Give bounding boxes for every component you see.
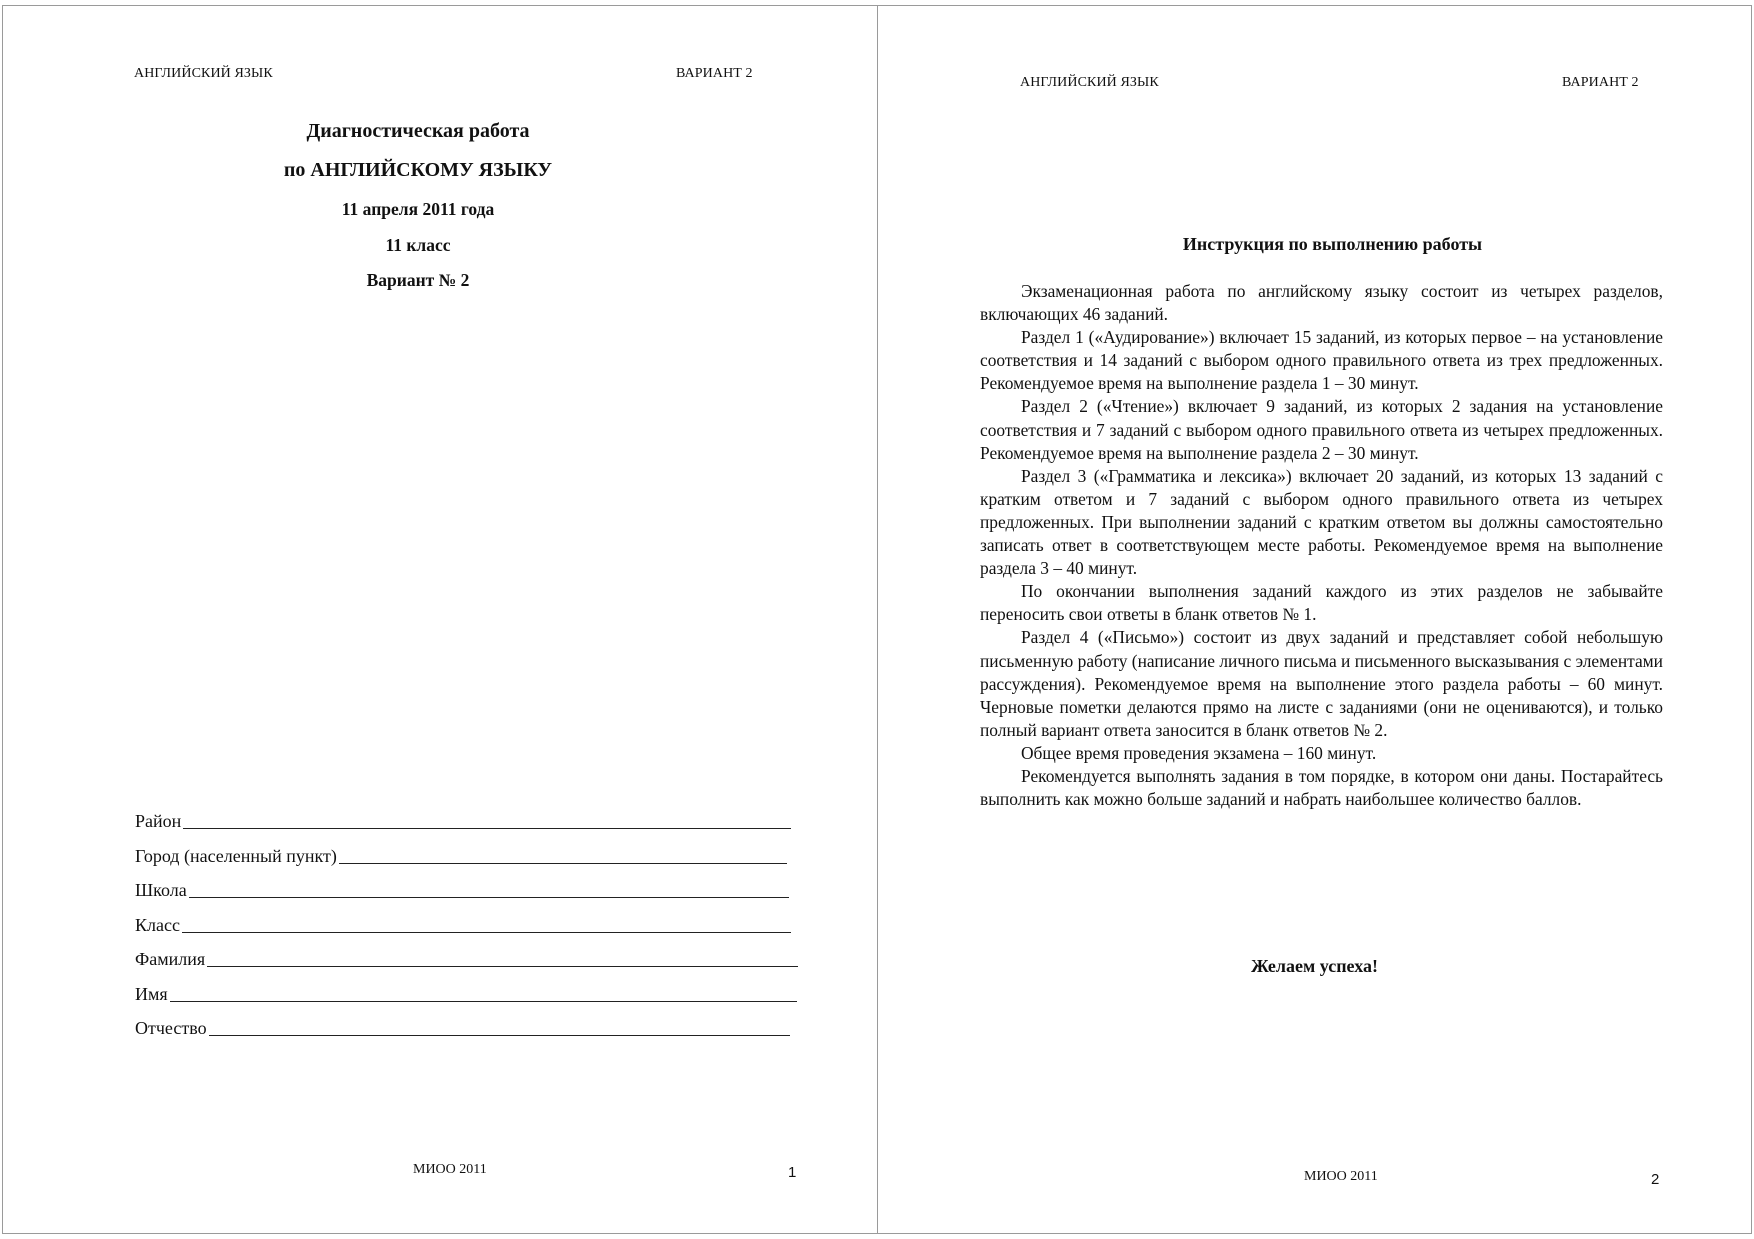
- field-line[interactable]: [209, 1034, 790, 1036]
- field-school[interactable]: [135, 874, 789, 900]
- field-line[interactable]: [189, 896, 789, 898]
- header-subject: АНГЛИЙСКИЙ ЯЗЫК: [1020, 75, 1159, 90]
- page-1: [2, 5, 878, 1234]
- page-2: [877, 5, 1752, 1234]
- field-label: Район: [135, 811, 182, 831]
- title-block: [3, 6, 877, 306]
- field-line[interactable]: [182, 931, 791, 933]
- field-line[interactable]: [339, 862, 787, 864]
- field-line[interactable]: [183, 827, 791, 829]
- field-patronymic[interactable]: [135, 1012, 790, 1038]
- instructions-paragraph: Раздел 4 («Письмо») состоит из двух заданий и представляет собой небольшую письменную работу (написание личного письма и письменного высказывания с элементами рассуждения). Рекомендуемое время на выполнение этого раздела работы – 60 минут. Черновые пометки делаются прямо на листе с заданиями (они не оцениваются), и только полный вариант ответа заносится в бланк ответов № 2.: [980, 627, 1663, 740]
- field-label: Фамилия: [135, 949, 206, 969]
- field-name[interactable]: [135, 978, 797, 1004]
- instructions-paragraph: Раздел 1 («Аудирование») включает 15 заданий, из которых первое – на установление соответствия и 14 заданий с выбором одного правильного ответа из трех предложенных. Рекомендуемое время на выполнение раздела 1 – 30 минут.: [980, 327, 1663, 394]
- doc-date: 11 апреля 2011 года: [341, 199, 495, 219]
- footer-publisher: МИОО 2011: [1304, 1169, 1378, 1184]
- header-variant: ВАРИАНТ 2: [1562, 75, 1639, 90]
- header-variant: ВАРИАНТ 2: [676, 66, 753, 81]
- instructions-paragraph: Раздел 3 («Грамматика и лексика») включает 20 заданий, из которых 13 заданий с кратким ответом и 7 заданий с выбором одного правильного ответа из четырех предложенных. При выполнении заданий с кратким ответом вы должны самостоятельно записать ответ в соответствующем месте работы. Рекомендуемое время на выполнение раздела 3 – 40 минут.: [980, 465, 1663, 579]
- field-label: Отчество: [135, 1018, 207, 1038]
- field-district[interactable]: [135, 805, 791, 831]
- field-class[interactable]: [135, 909, 791, 935]
- instructions-paragraph: Экзаменационная работа по английскому языку состоит из четырех разделов, включающих 46 заданий.: [980, 281, 1663, 325]
- doc-title: Диагностическая работа: [306, 120, 530, 142]
- field-line[interactable]: [170, 1000, 797, 1002]
- doc-subtitle: по АНГЛИЙСКОМУ ЯЗЫКУ: [283, 159, 553, 181]
- field-label: Имя: [135, 984, 168, 1004]
- closing-wish: Желаем успеха!: [1251, 956, 1378, 976]
- footer-publisher: МИОО 2011: [413, 1162, 487, 1177]
- field-line[interactable]: [207, 965, 798, 967]
- instructions-body: [980, 280, 1663, 811]
- field-label: Город (населенный пункт): [135, 846, 337, 866]
- instructions-paragraph: Раздел 2 («Чтение») включает 9 заданий, из которых 2 задания на установление соответствия и 7 заданий с выбором одного правильного ответа из четырех предложенных. Рекомендуемое время на выполнение раздела 2 – 30 минут.: [980, 396, 1663, 463]
- instructions-paragraph: Общее время проведения экзамена – 160 минут.: [1021, 742, 1377, 763]
- instructions-paragraph: По окончании выполнения заданий каждого из этих разделов не забывайте переносить свои ответы в бланк ответов № 1.: [980, 581, 1663, 625]
- instructions-title: Инструкция по выполнению работы: [1182, 234, 1483, 254]
- doc-variant: Вариант № 2: [366, 270, 470, 290]
- instructions-paragraph: Рекомендуется выполнять задания в том порядке, в котором они даны. Постарайтесь выполнить как можно больше заданий и набрать наибольшее количество баллов.: [980, 765, 1663, 810]
- field-surname[interactable]: [135, 943, 798, 969]
- field-label: Школа: [135, 880, 187, 900]
- page-number: 1: [788, 1164, 797, 1181]
- page-number: 2: [1651, 1171, 1660, 1188]
- field-label: Класс: [135, 915, 180, 935]
- doc-grade: 11 класс: [385, 235, 451, 255]
- field-city[interactable]: [135, 840, 787, 866]
- header-subject: АНГЛИЙСКИЙ ЯЗЫК: [134, 66, 273, 81]
